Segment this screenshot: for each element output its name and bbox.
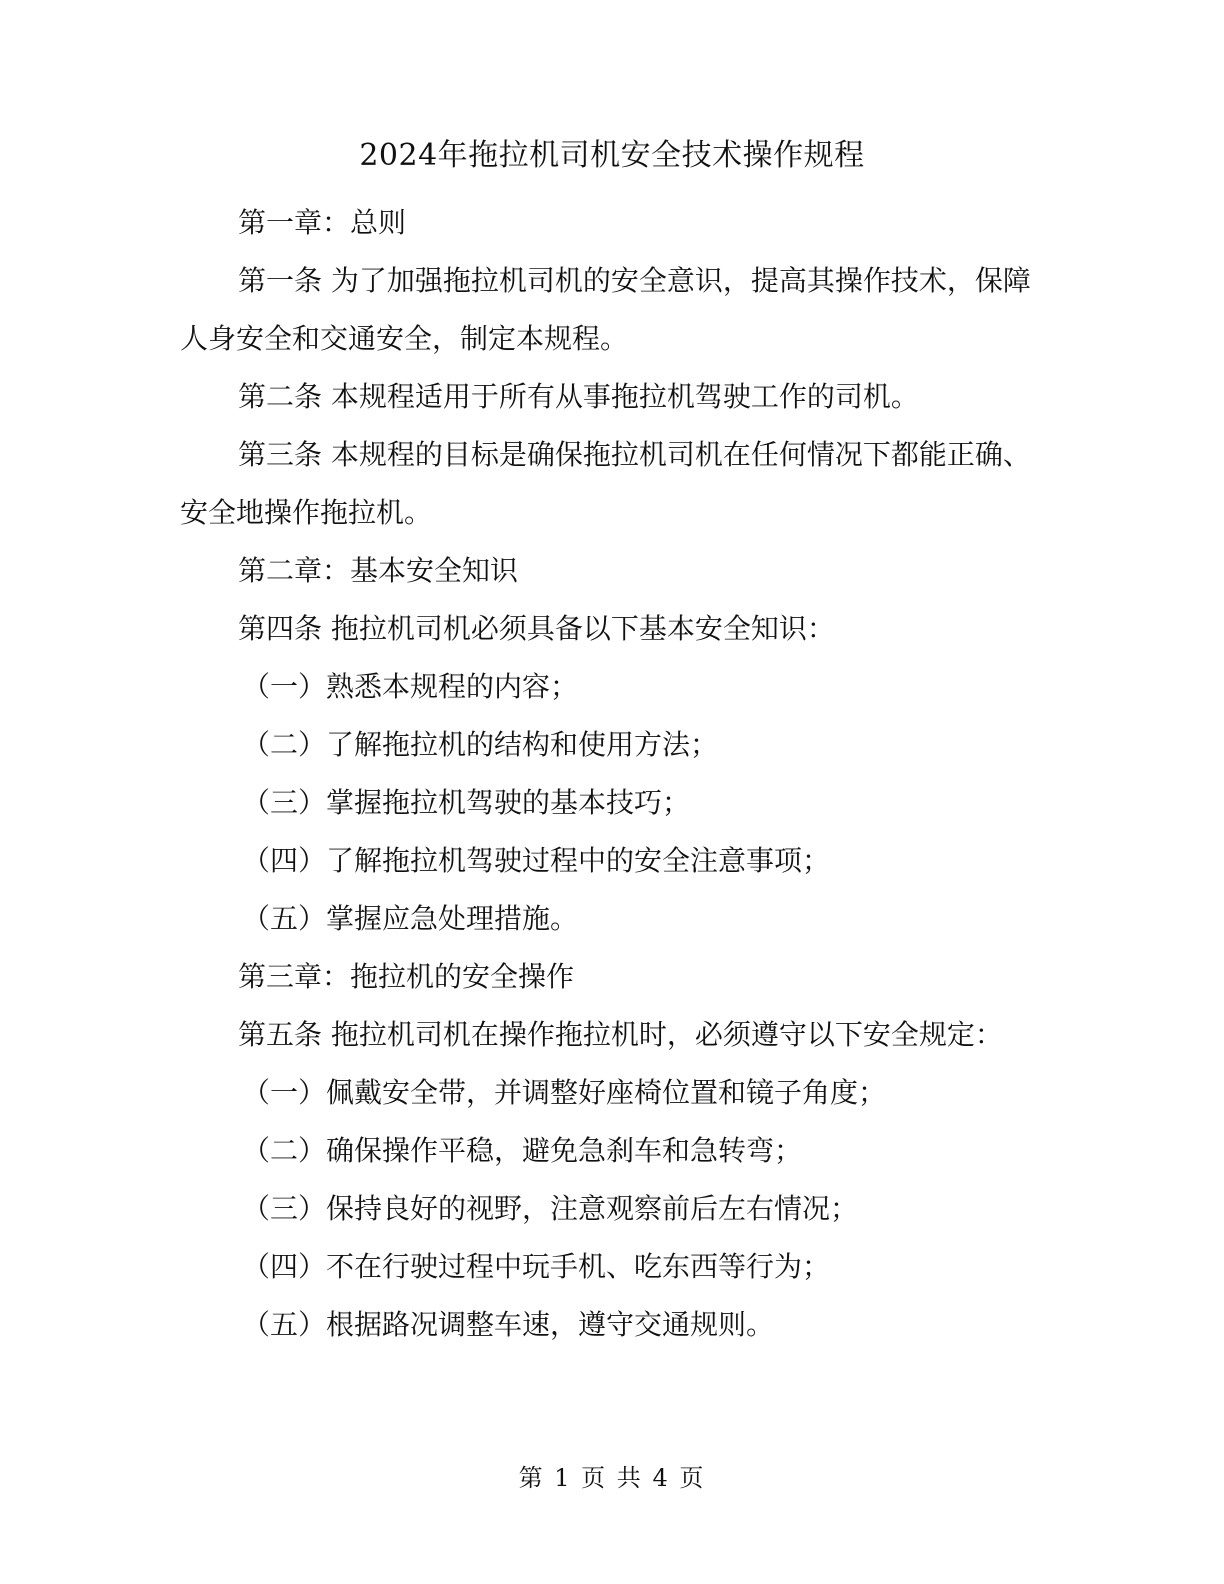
article-5-item-4: （四）不在行驶过程中玩手机、吃东西等行为； bbox=[242, 1250, 831, 1283]
article-5-item-5: （五）根据路况调整车速，遵守交通规则。 bbox=[242, 1308, 775, 1341]
document-body bbox=[180, 194, 1040, 1354]
page-footer: 第 1 页 共 4 页 bbox=[518, 1464, 706, 1492]
article-3: 第三条 本规程的目标是确保拖拉机司机在任何情况下都能正确、安全地操作拖拉机。 bbox=[180, 438, 1031, 529]
article-4-item-3: （三）掌握拖拉机驾驶的基本技巧； bbox=[242, 786, 691, 819]
article-4-item-1: （一）熟悉本规程的内容； bbox=[242, 670, 579, 703]
article-2: 第二条 本规程适用于所有从事拖拉机驾驶工作的司机。 bbox=[238, 380, 919, 413]
article-4-item-2: （二）了解拖拉机的结构和使用方法； bbox=[242, 728, 719, 761]
article-4-item-4: （四）了解拖拉机驾驶过程中的安全注意事项； bbox=[242, 844, 831, 877]
document-title: 2024年拖拉机司机安全技术操作规程 bbox=[359, 138, 865, 173]
article-5-item-3: （三）保持良好的视野，注意观察前后左右情况； bbox=[242, 1192, 859, 1225]
article-1: 第一条 为了加强拖拉机司机的安全意识，提高其操作技术，保障人身安全和交通安全，制定本规程。 bbox=[180, 264, 1031, 355]
article-5-item-2: （二）确保操作平稳，避免急刹车和急转弯； bbox=[242, 1134, 803, 1167]
chapter-2-heading: 第二章：基本安全知识 bbox=[238, 554, 519, 587]
chapter-3-heading: 第三章：拖拉机的安全操作 bbox=[238, 960, 575, 993]
article-5-item-1: （一）佩戴安全带，并调整好座椅位置和镜子角度； bbox=[242, 1076, 887, 1109]
article-4: 第四条 拖拉机司机必须具备以下基本安全知识： bbox=[238, 612, 835, 645]
article-5: 第五条 拖拉机司机在操作拖拉机时，必须遵守以下安全规定： bbox=[238, 1018, 1003, 1051]
article-4-item-5: （五）掌握应急处理措施。 bbox=[242, 902, 579, 935]
chapter-1-heading: 第一章：总则 bbox=[238, 206, 407, 239]
